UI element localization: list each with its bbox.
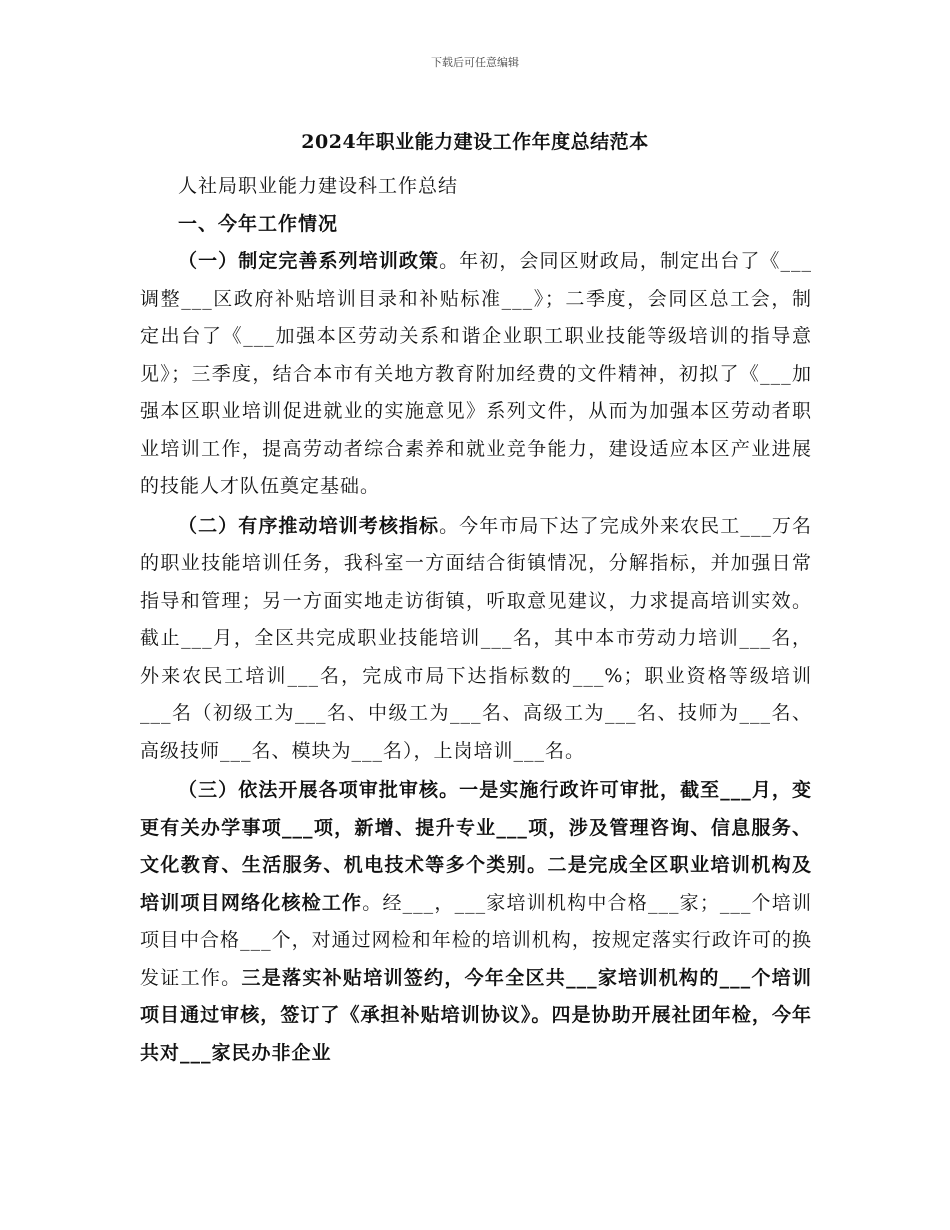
- paragraph-2-body: 。今年市局下达了完成外来农民工___万名的职业技能培训任务，我科室一方面结合街镇情况，分解指标，并加强日常指导和管理；另一方面实地走访街镇，听取意见建议，力求提高培训实效。截止___月，全区共完成职业技能培训___名，其中本市劳动力培训___名，外来农民工培训___名，完成市局下达指标数的___%；职业资格等级培训___名（初级工为___名、中级工为___名、高级工为___名、技师为___名、高级技师___名、模块为___名），上岗培训___名。: [140, 514, 812, 762]
- header-note: 下载后可任意编辑: [431, 56, 519, 69]
- paragraph-1-body: 。年初，会同区财政局，制定出台了《___调整___区政府补贴培训目录和补贴标准___》；二季度，会同区总工会，制定出台了《___加强本区劳动关系和谐企业职工职业技能等级培训的指导意见》；三季度，结合本市有关地方教育附加经费的文件精神，初拟了《___加强本区职业培训促进就业的实施意见》系列文件，从而为加强本区劳动者职业培训工作，提高劳动者综合素养和就业竞争能力，建设适应本区产业进展的技能人才队伍奠定基础。: [140, 250, 812, 497]
- paragraph-1-lead: （一）制定完善系列培训政策: [178, 250, 440, 272]
- section-heading: 一、今年工作情况: [178, 212, 339, 235]
- document-title: 2024年职业能力建设工作年度总结范本: [301, 131, 649, 153]
- paragraph-3-bold-2: 三是落实补贴培训签约，今年全区共___家培训机构的___个培训项目通过审核，签订了《承担补贴培训协议》。四是协助开展社团年检，今年共对___家民办非企业: [140, 966, 812, 1064]
- paragraph-2: [140, 508, 812, 771]
- paragraph-1: [140, 243, 812, 506]
- paragraph-3-normal: 。经___，___家培训机构中合格___家；___个培训项目中合格___个，对通过网检和年检的培训机构，按规定落实行政许可的换发证工作。: [140, 891, 812, 989]
- document-body: [140, 168, 812, 1072]
- paragraph-3-bold-1: （三）依法开展各项审批审核。一是实施行政许可审批，截至___月，变更有关办学事项___项，新增、提升专业___项，涉及管理咨询、信息服务、文化教育、生活服务、机电技术等多个类别。二是完成全区职业培训机构及培训项目网络化核检工作: [140, 779, 812, 914]
- paragraph-2-lead: （二）有序推动培训考核指标: [178, 514, 440, 537]
- document-subtitle: 人社局职业能力建设科工作总结: [178, 175, 459, 197]
- paragraph-3: [140, 772, 812, 1072]
